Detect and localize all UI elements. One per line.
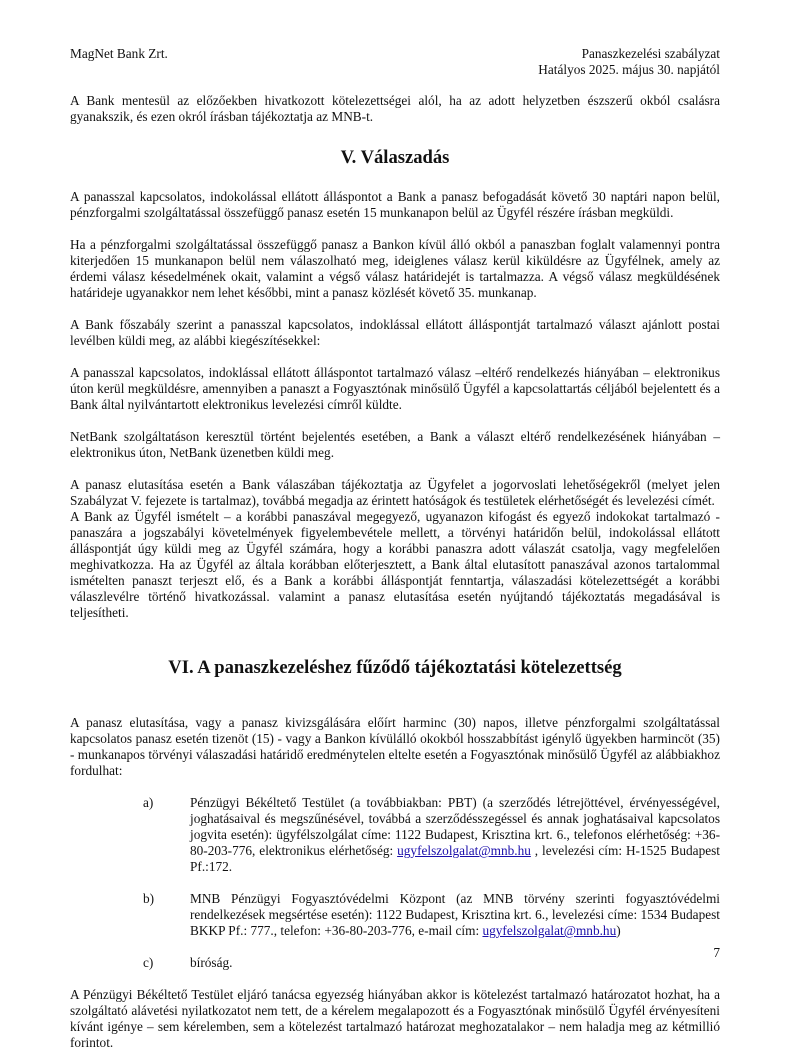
section-6-title: VI. A panaszkezeléshez fűződő tájékoztatási kötelezettség xyxy=(168,657,622,678)
section-5-paragraph-3: A Bank főszabály szerint a panasszal kapcsolatos, indoklással ellátott álláspontját tartalmazó választ ajánlott postai levélben küldi meg, az alábbi kiegészítésekkel: xyxy=(70,317,720,348)
section-5-paragraph-2: Ha a pénzforgalmi szolgáltatással összefüggő panasz a Bankon kívül álló okból a panaszban foglalt valamennyi pontra kiterjedően 15 munkanapon belül nem válaszolható meg, ideiglenes válasz kerül kiküldésre az Ügyfélnek, amely az érdemi válasz késedelmének okait, valamint a végső válasz határidejét is tartalmazza. A végső válasz megküldésének határideje ugyanakkor nem lehet későbbi, mint a panasz közlését követő 35. munkanap. xyxy=(70,237,720,300)
section-6-paragraph-2: A Pénzügyi Békéltető Testület eljáró tanácsa egyezség hiányában akkor is kötelezést tartalmazó határozatot hozhat, ha a szolgáltató alávetési nyilatkozatot nem tett, de a kérelem megalapozott és a Fogyasztónak minősülő Ügyfél érvényesíteni kívánt igénye – sem kérelemben, sem a kötelezést tartalmazó határozat meghozatalakor – nem haladja meg az kétmillió forintot. xyxy=(70,987,720,1050)
section-5-paragraph-6: A panasz elutasítása esetén a Bank válaszában tájékoztatja az Ügyfelet a jogorvoslati lehetőségekről (melyet jelen Szabályzat V. fejezete is tartalmaz), továbbá megadja az érintett hatóságok és testületek elérhetőségét és levelezési címét. xyxy=(70,477,720,508)
section-5-paragraph-1: A panasszal kapcsolatos, indokolással ellátott álláspontot a Bank a panasz befogadását követő 30 naptári napon belül, pénzforgalmi szolgáltatással összefüggő panasz esetén 15 munkanapon belül az Ügyfél részére írásban megküldi. xyxy=(70,189,720,220)
page-content xyxy=(70,93,720,1051)
list-item-label: b) xyxy=(143,891,155,906)
list-item xyxy=(143,955,720,971)
list-item xyxy=(143,795,720,875)
section-5-paragraph-7: A Bank az Ügyfél ismételt – a korábbi panaszával megegyező, ugyanazon kifogást és egyező indokokat tartalmazó - panaszára a jogszabályi követelmények figyelembevétele mellett, a törvényi határidőn belül, indokolással ellátott álláspontját úgy küldi meg az Ügyfél számára, hogy a korábbi panaszra adott válaszát csatolja, vagy megfelelően meghivatkozza. Ha az Ügyfél az általa korábban előterjesztett, a Bank által elutasított panaszával azonos tartalommal ismételten panaszt terjeszt elő, és a Bank a korábbi álláspontját fenntartja, válaszadási kötelezettségét a korábbi válaszlevélre történő hivatkozással. valamint a panasz elutasítása esetén nyújtandó tájékoztatás megadásával is teljesítheti. xyxy=(70,509,720,620)
section-5-title: V. Válaszadás xyxy=(340,147,450,168)
intro-paragraph: A Bank mentesül az előzőekben hivatkozott kötelezettségei alól, ha az adott helyzetben észszerű okból csalásra gyanakszik, és ezen okról írásban tájékoztatja az MNB-t. xyxy=(70,93,720,124)
section-5-paragraph-4: A panasszal kapcsolatos, indoklással ellátott álláspontot tartalmazó válasz –eltérő rendelkezés hiányában – elektronikus úton kerül megküldésre, amennyiben a panaszt a Fogyasztónak minősülő Ügyfél a kapcsolattartás céljából bejelentett és a Bank által nyilvántartott elektronikus levelezési címről küldte. xyxy=(70,365,720,412)
email-link[interactable]: ugyfelszolgalat@mnb.hu xyxy=(397,843,531,858)
header-document-title: Panaszkezelési szabályzat xyxy=(581,46,720,61)
header-effective-date: Hatályos 2025. május 30. napjától xyxy=(538,62,720,77)
list-item-text: bíróság. xyxy=(190,955,233,970)
section-6-paragraph-1: A panasz elutasítása, vagy a panasz kivizsgálására előírt harminc (30) napos, illetve pénzforgalmi szolgáltatással kapcsolatos panasz esetén tizenöt (15) - vagy a Bankon kívülálló okokból hosszabbítást igénylő ügyekben harmincöt (35) - munkanapos törvényi válaszadási határidő eredménytelen eltelte esetén a Fogyasztónak minősülő Ügyfél az alábbiakhoz fordulhat: xyxy=(70,715,720,778)
list-item-label: a) xyxy=(143,795,154,810)
section-5-paragraph-5: NetBank szolgáltatáson keresztül történt bejelentés esetében, a Bank a választ eltérő rendelkezésének hiányában – elektronikus úton, NetBank üzenetben küldi meg. xyxy=(70,429,720,460)
email-link[interactable]: ugyfelszolgalat@mnb.hu xyxy=(482,923,617,938)
header-company: MagNet Bank Zrt. xyxy=(70,46,168,61)
list-item-text: MNB Pénzügyi Fogyasztóvédelmi Központ (az MNB törvény szerinti fogyasztóvédelmi rendelkezések megsértése esetén): 1122 Budapest, Krisztina krt. 6., levelezési címe: 1534 Budapest BKKP Pf.: 777., telefon: +36-80-203-776, e-mail cím: ugyfelszolgalat@mnb.hu) xyxy=(190,891,720,938)
page-number: 7 xyxy=(713,945,720,960)
list-item-label: c) xyxy=(143,955,154,970)
list-item-text: Pénzügyi Békéltető Testület (a továbbiakban: PBT) (a szerződés létrejöttével, érvényességével, joghatásaival és megszűnésével, továbbá a szerződésszegéssel és annak joghatásaival kapcsolatos jogvita esetén): ügyfélszolgálat címe: 1122 Budapest, Krisztina krt. 6., telefonos elérhetőség: +36-80-203-776, elektronikus elérhetőség: ugyfelszolgalat@mnb.hu , levelezési cím: H-1525 Budapest Pf.:172. xyxy=(190,795,720,874)
list-item xyxy=(143,891,720,939)
header-document-info xyxy=(538,46,720,78)
